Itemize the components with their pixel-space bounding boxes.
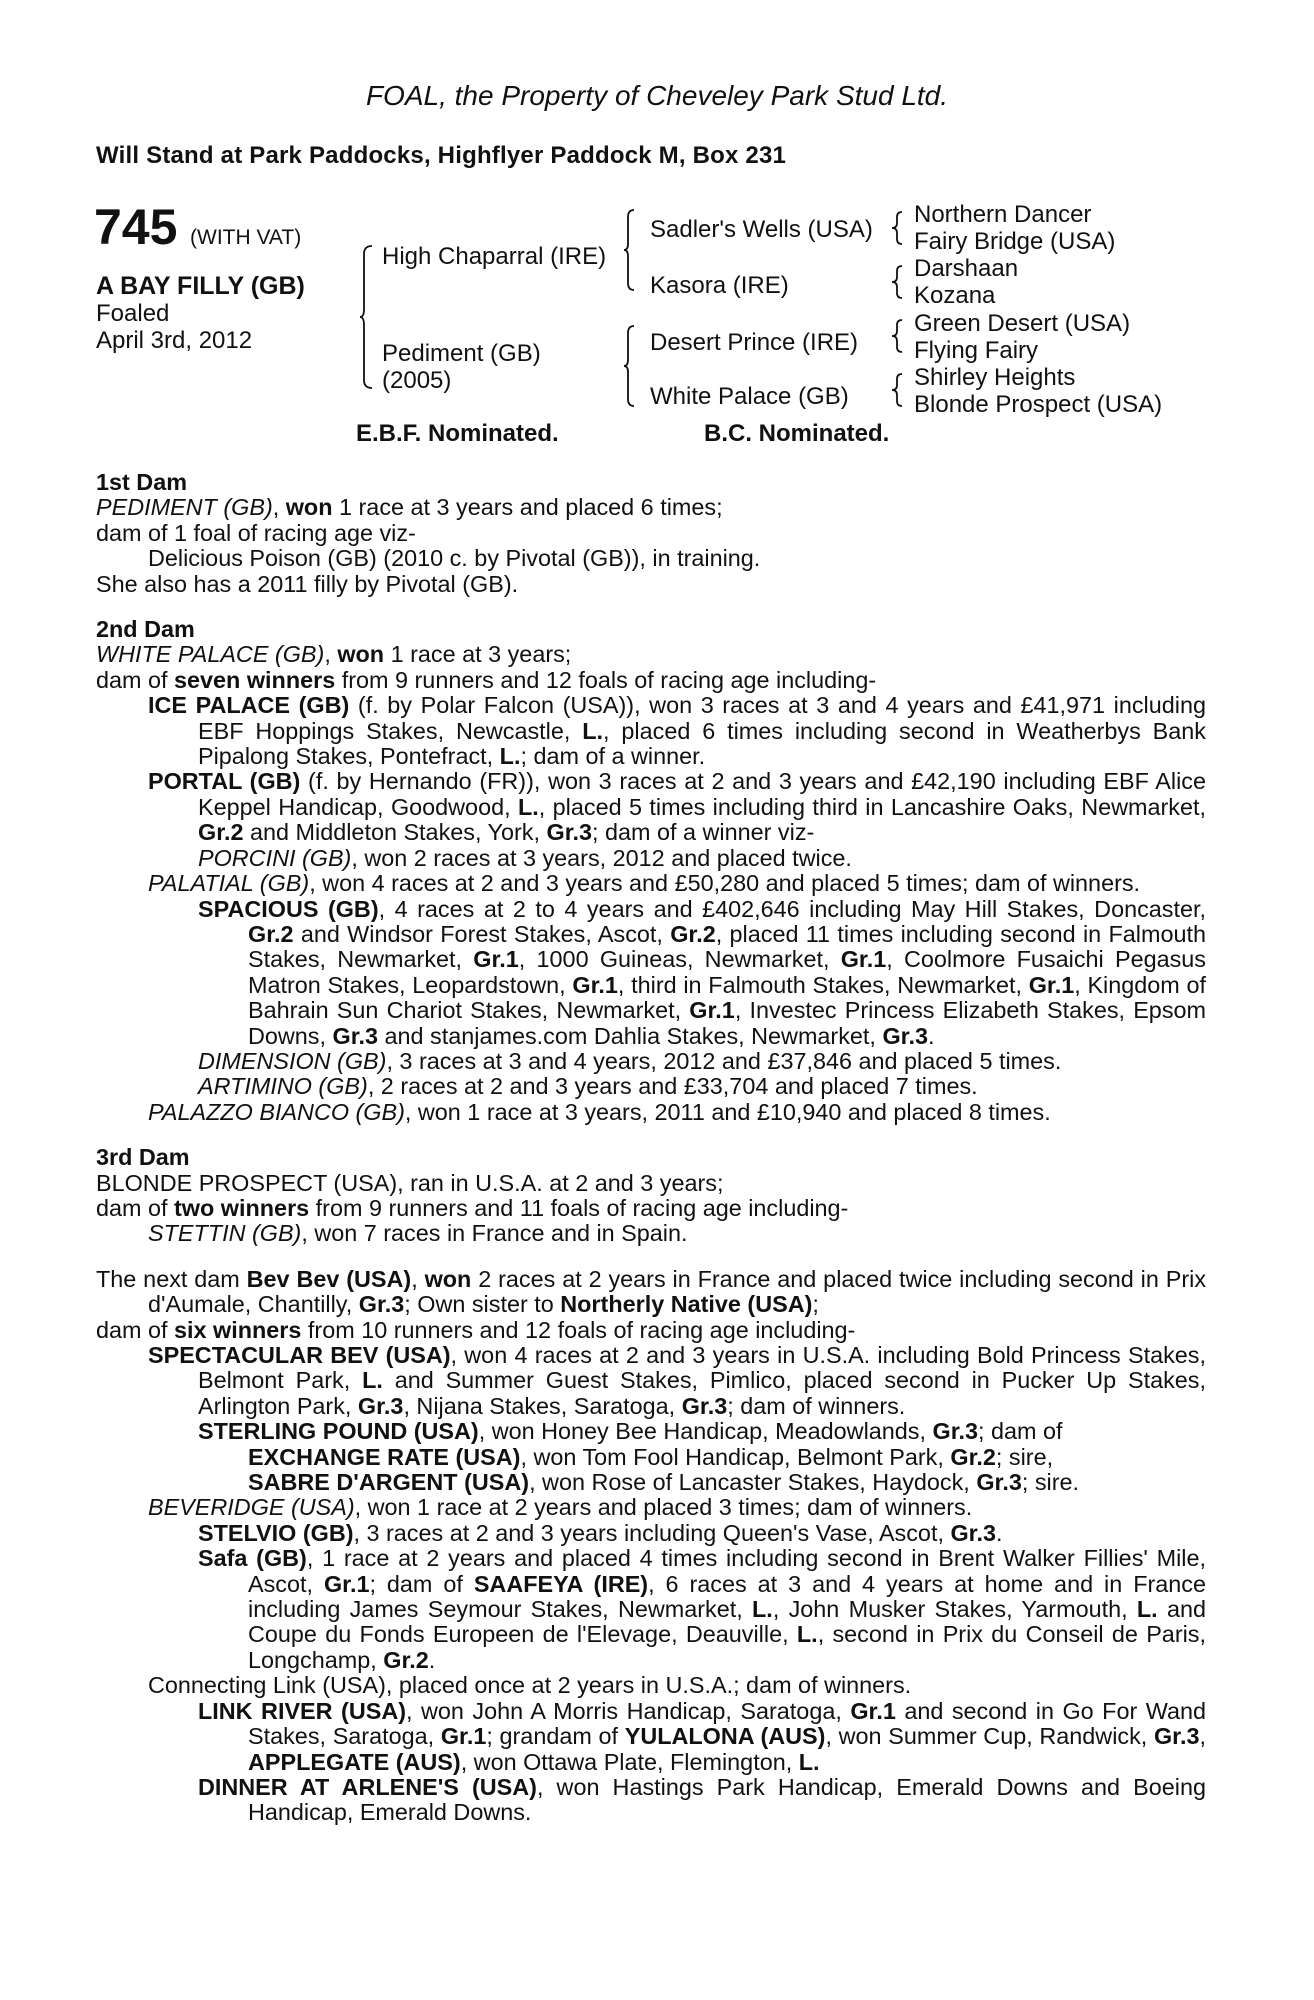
produce-connecting-link: Connecting Link (USA), placed once at 2 years in U.S.A.; dam of winners. <box>148 1672 912 1699</box>
produce-spacious: SPACIOUS (GB), 4 races at 2 to 4 years and £402,646 including May Hill Stakes, Doncaster, Gr.2 and Windsor Forest Stakes, Ascot, Gr.2, placed 11 times including second in Falmouth Stakes, Newmarket, Gr.1, 1000 Guineas, Newmarket, Gr.1, Coolmore Fusaichi Pegasus Matron Stakes, Leopardstown, Gr.1, third in Falmouth Stakes, Newmarket, Gr.1, Kingdom of Bahrain Sun Chariot Stakes, Newmarket, Gr.1, Investec Princess Elizabeth Stakes, Epsom Downs, Gr.3 and stanjames.com Dahlia Stakes, Newmarket, Gr.3. <box>198 895 1207 1049</box>
bc-nominated: B.C. Nominated. <box>704 420 890 447</box>
produce-safa: Safa (GB), 1 race at 2 years and placed 4 times including second in Brent Walker Fillies' Mile, Ascot, Gr.1; dam of SAAFEYA (IRE), 6 races at 3 and 4 years at home and in France including James Seymour Stakes, Newmarket, L., John Musker Stakes, Yarmouth, L. and Coupe du Fonds Europeen de l'Elevage, Deauville, L., second in Prix du Conseil de Paris, Longchamp, Gr.2. <box>198 1545 1207 1673</box>
vat-note: (WITH VAT) <box>190 226 302 249</box>
foaled-date: April 3rd, 2012 <box>96 327 253 354</box>
catalogue-body <box>96 470 1206 1826</box>
second-dam-heading: 2nd Dam <box>96 616 195 643</box>
produce-portal: PORTAL (GB) (f. by Hernando (FR)), won 3 races at 2 and 3 years and £42,190 including EBF Alice Keppel Handicap, Goodwood, L., placed 5 times including third in Lancashire Oaks, Newmarket, Gr.2 and Middleton Stakes, York, Gr.3; dam of a winner viz- <box>148 768 1206 846</box>
lot-number: 745 <box>94 199 178 255</box>
produce-sabre-d-argent: SABRE D'ARGENT (USA), won Rose of Lancaster Stakes, Haydock, Gr.3; sire. <box>248 1469 1080 1496</box>
produce-porcini: PORCINI (GB), won 2 races at 3 years, 2012 and placed twice. <box>198 844 852 871</box>
pedigree-sire: High Chaparral (IRE) <box>382 243 607 270</box>
stand-location: Will Stand at Park Paddocks, Highflyer Paddock M, Box 231 <box>96 142 787 169</box>
produce-ice-palace: ICE PALACE (GB) (f. by Polar Falcon (USA)), won 3 races at 3 and 4 years and £41,971 including EBF Hoppings Stakes, Newcastle, L., placed 6 times including second in Weatherbys Bank Pipalong Stakes, Pontefract, L.; dam of a winner. <box>148 692 1207 770</box>
first-dam-section <box>96 470 1206 597</box>
produce-dinner-at-arlenes: DINNER AT ARLENE'S (USA), won Hastings Park Handicap, Emerald Downs and Boeing Handicap, Emerald Downs. <box>198 1773 1206 1826</box>
pedigree-bracket-dam <box>624 326 638 416</box>
foaled-label: Foaled <box>96 300 170 327</box>
produce-palazzo-bianco: PALAZZO BIANCO (GB), won 1 race at 3 years, 2011 and £10,940 and placed 8 times. <box>148 1098 1051 1125</box>
produce-stelvio: STELVIO (GB), 3 races at 2 and 3 years including Queen's Vase, Ascot, Gr.3. <box>198 1519 1003 1546</box>
catalogue-title: FOAL, the Property of Cheveley Park Stud Ltd. <box>365 80 949 111</box>
pedigree-gen3-4: Kozana <box>914 282 996 309</box>
first-dam-line: PEDIMENT (GB), won 1 race at 3 years and placed 6 times; <box>96 494 723 521</box>
pedigree-bracket-g4 <box>892 374 906 414</box>
produce-sterling-pound: STERLING POUND (USA), won Honey Bee Handicap, Meadowlands, Gr.3; dam of <box>198 1418 1063 1445</box>
pedigree-dam-year: (2005) <box>382 367 452 394</box>
produce-artimino: ARTIMINO (GB), 2 races at 2 and 3 years and £33,704 and placed 7 times. <box>198 1073 978 1100</box>
first-dam-note: She also has a 2011 filly by Pivotal (GB). <box>96 570 519 597</box>
pedigree-sire-dam: Kasora (IRE) <box>650 272 789 299</box>
pedigree-gen3-8: Blonde Prospect (USA) <box>914 391 1163 418</box>
pedigree-dam-dam: White Palace (GB) <box>650 383 849 410</box>
third-dam-produce-line: dam of two winners from 9 runners and 11 foals of racing age including- <box>96 1194 849 1221</box>
pedigree-bracket-g1 <box>892 212 906 252</box>
produce-exchange-rate: EXCHANGE RATE (USA), won Tom Fool Handicap, Belmont Park, Gr.2; sire, <box>248 1443 1054 1470</box>
first-dam-foal: Delicious Poison (GB) (2010 c. by Pivotal (GB)), in training. <box>148 545 761 572</box>
pedigree-gen3-2: Fairy Bridge (USA) <box>914 228 1116 255</box>
second-dam-line: WHITE PALACE (GB), won 1 race at 3 years; <box>96 641 572 668</box>
first-dam-heading: 1st Dam <box>96 469 188 495</box>
ebf-nominated: E.B.F. Nominated. <box>356 420 559 447</box>
third-dam-section <box>96 1145 1206 1247</box>
next-dam-line: The next dam Bev Bev (USA), won 2 races at 2 years in France and placed twice including second in Prix d'Aumale, Chantilly, Gr.3; Own sister to Northerly Native (USA); <box>96 1265 1207 1318</box>
next-dam-produce-line: dam of six winners from 10 runners and 12 foals of racing age including- <box>96 1316 856 1343</box>
produce-stettin: STETTIN (GB), won 7 races in France and in Spain. <box>148 1220 688 1247</box>
pedigree-gen3-1: Northern Dancer <box>914 201 1092 228</box>
pedigree-gen3-6: Flying Fairy <box>914 337 1039 364</box>
third-dam-heading: 3rd Dam <box>96 1144 190 1171</box>
second-dam-section <box>96 617 1206 1125</box>
pedigree-gen3-5: Green Desert (USA) <box>914 310 1131 337</box>
second-dam-produce-line: dam of seven winners from 9 runners and 12 foals of racing age including- <box>96 666 877 693</box>
next-dam-section <box>96 1267 1206 1826</box>
produce-palatial: PALATIAL (GB), won 4 races at 2 and 3 years and £50,280 and placed 5 times; dam of winners. <box>148 870 1141 897</box>
pedigree-gen3-3: Darshaan <box>914 255 1019 282</box>
produce-spectacular-bev: SPECTACULAR BEV (USA), won 4 races at 2 and 3 years in U.S.A. including Bold Princess Stakes, Belmont Park, L. and Summer Guest Stakes, Pimlico, placed second in Pucker Up Stakes, Arlington Park, Gr.3, Nijana Stakes, Saratoga, Gr.3; dam of winners. <box>148 1342 1206 1419</box>
first-dam-produce-line: dam of 1 foal of racing age viz- <box>96 519 416 546</box>
pedigree-dam-sire: Desert Prince (IRE) <box>650 329 859 356</box>
pedigree-sire-sire: Sadler's Wells (USA) <box>650 216 873 243</box>
pedigree-dam: Pediment (GB) <box>382 340 541 367</box>
produce-beveridge: BEVERIDGE (USA), won 1 race at 2 years and placed 3 times; dam of winners. <box>148 1494 973 1521</box>
third-dam-line: BLONDE PROSPECT (USA), ran in U.S.A. at 2 and 3 years; <box>96 1169 724 1196</box>
lot-description: A BAY FILLY (GB) <box>96 272 305 300</box>
pedigree-gen3-7: Shirley Heights <box>914 364 1076 391</box>
produce-dimension: DIMENSION (GB), 3 races at 3 and 4 years, 2012 and £37,846 and placed 5 times. <box>198 1047 1062 1074</box>
pedigree-bracket-main <box>360 246 376 396</box>
pedigree-bracket-g2 <box>892 266 906 306</box>
produce-link-river: LINK RIVER (USA), won John A Morris Handicap, Saratoga, Gr.1 and second in Go For Wand Stakes, Saratoga, Gr.1; grandam of YULALONA (AUS), won Summer Cup, Randwick, Gr.3, APPLEGATE (AUS), won Ottawa Plate, Flemington, L. <box>198 1697 1206 1775</box>
pedigree-bracket-sire <box>624 210 638 300</box>
pedigree-bracket-g3 <box>892 320 906 360</box>
